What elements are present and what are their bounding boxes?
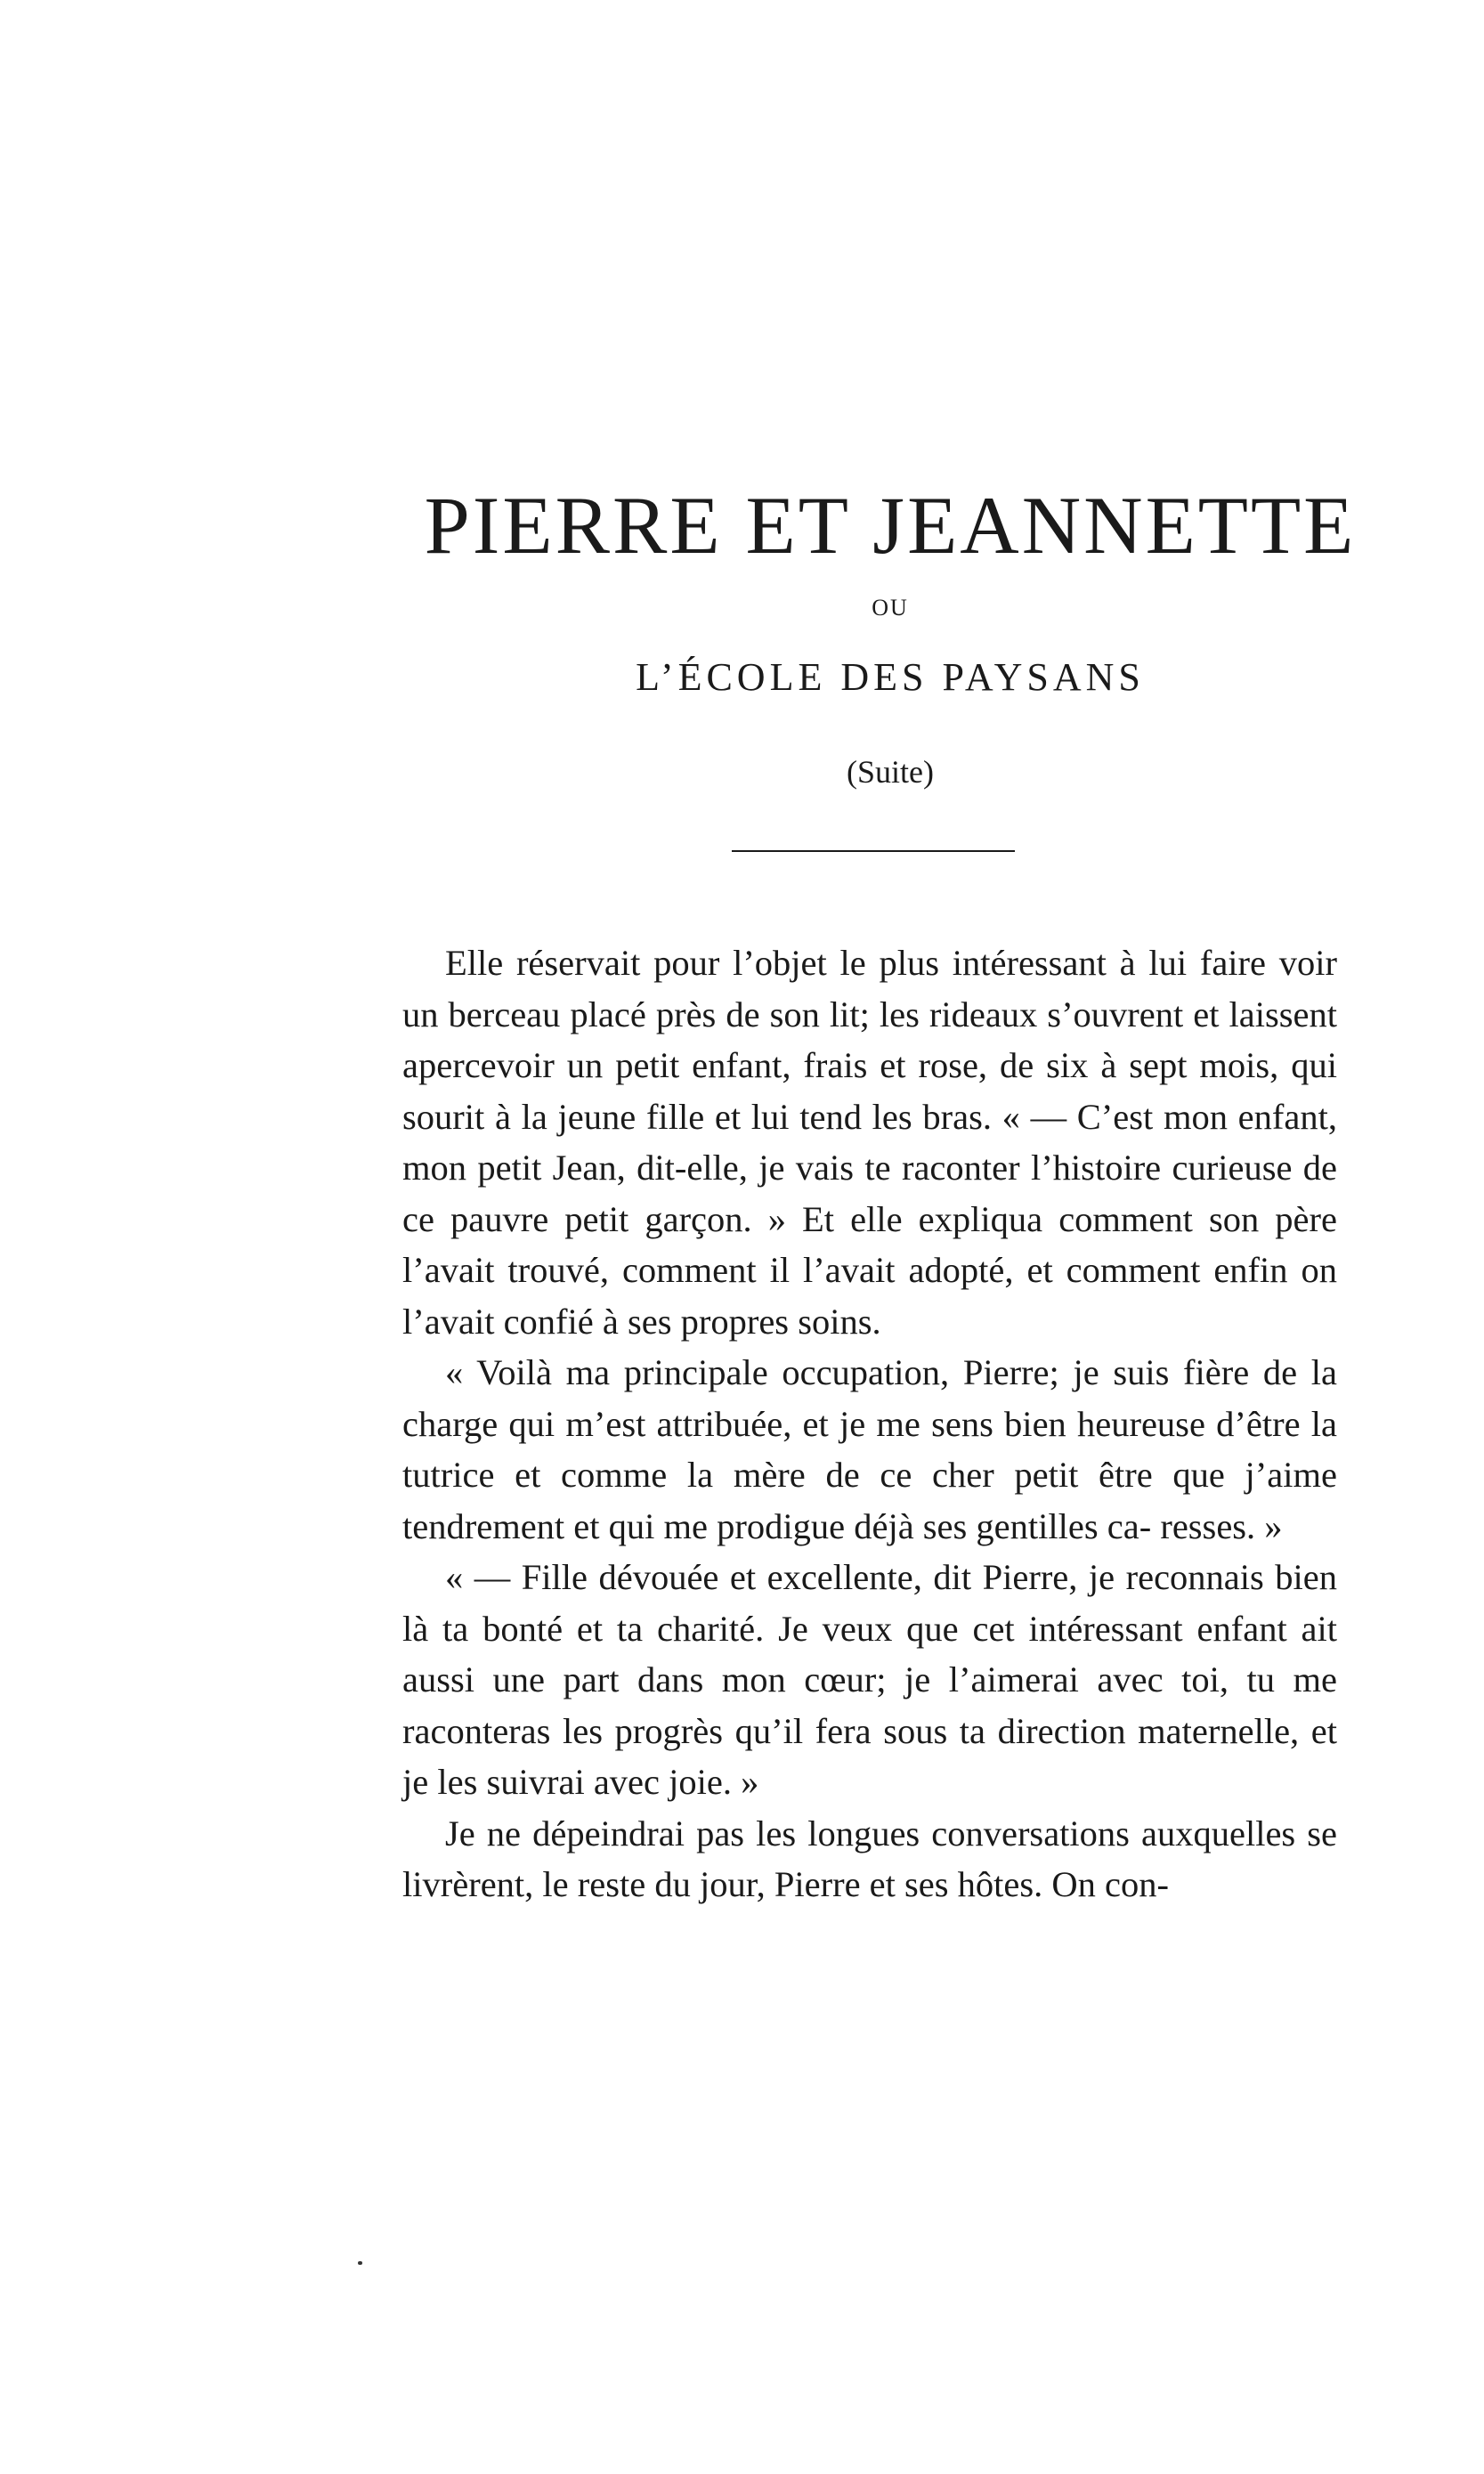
title-connector: OU — [872, 595, 909, 621]
body-text — [402, 937, 1337, 1910]
paragraph: Je ne dépeindrai pas les longues conversations auxquelles se livrèrent, le reste du jour, Pierre et ses hôtes. On con- — [402, 1813, 1337, 1904]
paragraph: Elle réservait pour l’objet le plus intéressant à lui faire voir un berceau placé près de son lit; les rideaux s’ouvrent et laissent apercevoir un petit enfant, frais et rose, de six à sept mois, qui sourit à la jeune fille et lui tend les bras. « — C’est mon enfant, mon petit Jean, dit-elle, je vais te raconter l’histoire curieuse de ce pauvre petit garçon. » Et elle expliqua comment son père l’avait trouvé, comment il l’avait adopté, et comment enfin on l’avait confié à ses propres soins. — [402, 943, 1337, 1342]
section-divider — [732, 850, 1015, 852]
continuation-note: (Suite) — [847, 754, 934, 790]
chapter-subtitle: L’ÉCOLE DES PAYSANS — [636, 655, 1145, 699]
chapter-title: PIERRE ET JEANNETTE — [424, 480, 1357, 571]
paragraph: « Voilà ma principale occupation, Pierre; je suis fière de la charge qui m’est attribuée, et je me sens bien heureuse d’être la tutrice et comme la mère de ce cher petit être que j’aime tendrement et qui me prodigue déjà ses gentilles ca- resses. » — [402, 1352, 1337, 1546]
ink-speck — [358, 2261, 362, 2265]
paragraph: « — Fille dévouée et excellente, dit Pierre, je reconnais bien là ta bonté et ta charité. Je veux que cet intéressant enfant ait aussi une part dans mon cœur; je l’aimerai avec toi, tu me raconteras les progrès qu’il fera sous ta direction maternelle, et je les suivrai avec joie. » — [402, 1557, 1337, 1802]
